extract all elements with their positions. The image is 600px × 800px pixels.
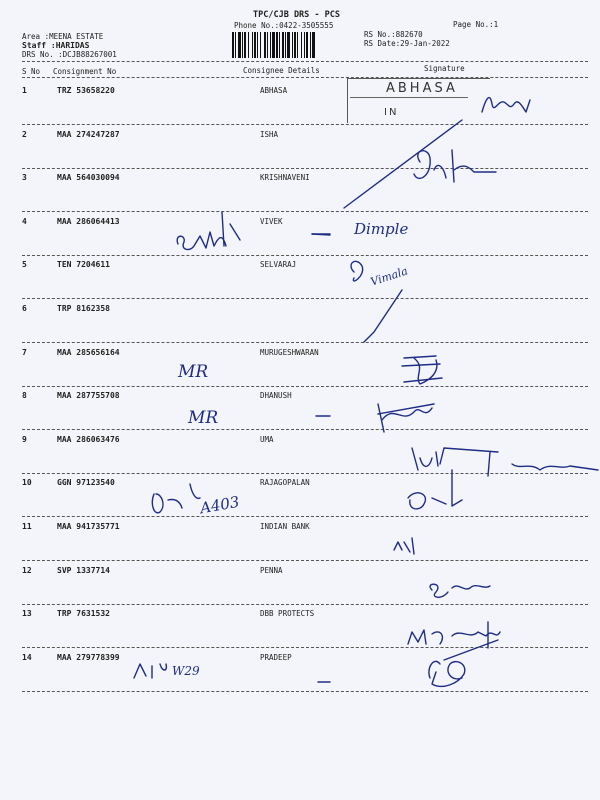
- signature-row-9: [412, 448, 498, 476]
- delivered-strike-1: [344, 120, 462, 208]
- row-consignment: MAA 564030094: [57, 173, 120, 182]
- row-consignee: MURUGESHWARAN: [260, 348, 319, 357]
- row-consignment: MAA 286064413: [57, 217, 120, 226]
- rs-date: RS Date:29-Jan-2022: [364, 39, 450, 48]
- handwriting-vimala: Vimala: [368, 264, 410, 289]
- row-consignee: SELVARAJ: [260, 260, 297, 269]
- staff-label: Staff :HARIDAS: [22, 41, 90, 50]
- column-sno: S No: [22, 67, 41, 76]
- row-consignment: MAA 279778399: [57, 653, 120, 662]
- rs-number: RS No.:882670: [364, 30, 423, 39]
- signature-row-9-extra: [512, 464, 598, 470]
- signature-row-3: [414, 150, 496, 182]
- row-sno: 1: [22, 86, 27, 95]
- row-sno: 5: [22, 260, 27, 269]
- row-consignment: GGN 97123540: [57, 478, 115, 487]
- row-consignment: TEN 7204611: [57, 260, 110, 269]
- row-sno: 13: [22, 609, 32, 618]
- handwriting-dimple: Dimple: [354, 220, 409, 238]
- row-consignment: MAA 274247287: [57, 130, 120, 139]
- row-consignee: UMA: [260, 435, 274, 444]
- phone-number: Phone No.:0422-3505555: [234, 21, 334, 30]
- handwriting-w29: W29: [172, 664, 200, 678]
- row-sno: 12: [22, 566, 32, 575]
- row-sno: 2: [22, 130, 27, 139]
- signature-row-5: [351, 261, 363, 281]
- row-consignee: DBB PROTECTS: [260, 609, 315, 618]
- row-consignee: ISHA: [260, 130, 279, 139]
- document-title: TPC/CJB DRS - PCS: [253, 10, 340, 20]
- row-consignment: TRP 8162358: [57, 304, 110, 313]
- drs-number: DRS No. :DCJB88267001: [22, 50, 117, 59]
- row-sno: 8: [22, 391, 27, 400]
- row-consignment: MAA 941735771: [57, 522, 120, 531]
- row-sno: 7: [22, 348, 27, 357]
- signature-row-12: [430, 584, 490, 597]
- signature-row-10: [152, 484, 200, 513]
- handwriting-mr-row8: MR: [188, 408, 219, 428]
- row-consignee: KRISHNAVENI: [260, 173, 310, 182]
- delivered-strike-2: [364, 290, 402, 342]
- row-sno: 6: [22, 304, 27, 313]
- row-consignment: MAA 285656164: [57, 348, 120, 357]
- column-consignment: Consignment No: [53, 67, 117, 76]
- row-consignment: TRP 7631532: [57, 609, 110, 618]
- row-consignment: SVP 1337714: [57, 566, 110, 575]
- row-consignee: INDIAN BANK: [260, 522, 310, 531]
- row-consignee: ABHASA: [260, 86, 288, 95]
- signature-row-4: [177, 212, 240, 249]
- signature-row-8: [378, 404, 434, 432]
- handwriting-a403: A403: [198, 492, 241, 518]
- signature-row-14-left: [134, 664, 166, 678]
- signature-row-1: [482, 98, 530, 112]
- signature-row-11: [394, 538, 414, 554]
- column-signature: Signature: [424, 64, 465, 73]
- row-consignee: VIVEK: [260, 217, 283, 226]
- row-consignee: DHANUSH: [260, 391, 292, 400]
- page-number: Page No.:1: [453, 20, 499, 29]
- stamp-line-1: ABHASA: [386, 81, 458, 96]
- area-label: Area :MEENA ESTATE: [22, 32, 104, 41]
- row-sno: 3: [22, 173, 27, 182]
- row-consignment: MAA 286063476: [57, 435, 120, 444]
- row-consignee: PENNA: [260, 566, 283, 575]
- row-consignment: MAA 287755708: [57, 391, 120, 400]
- row-consignment: TRZ 53658220: [57, 86, 115, 95]
- row-consignee: RAJAGOPALAN: [260, 478, 310, 487]
- stamp-line-2: IN: [384, 107, 399, 118]
- handwriting-mr-row7: MR: [178, 362, 209, 382]
- signature-row-7: [402, 356, 442, 384]
- row-sno: 4: [22, 217, 27, 226]
- row-sno: 9: [22, 435, 27, 444]
- row-sno: 14: [22, 653, 32, 662]
- row-sno: 10: [22, 478, 32, 487]
- row-consignee: PRADEEP: [260, 653, 292, 662]
- signature-row-10-right: [408, 470, 462, 509]
- column-consignee: Consignee Details: [243, 66, 320, 75]
- row-sno: 11: [22, 522, 32, 531]
